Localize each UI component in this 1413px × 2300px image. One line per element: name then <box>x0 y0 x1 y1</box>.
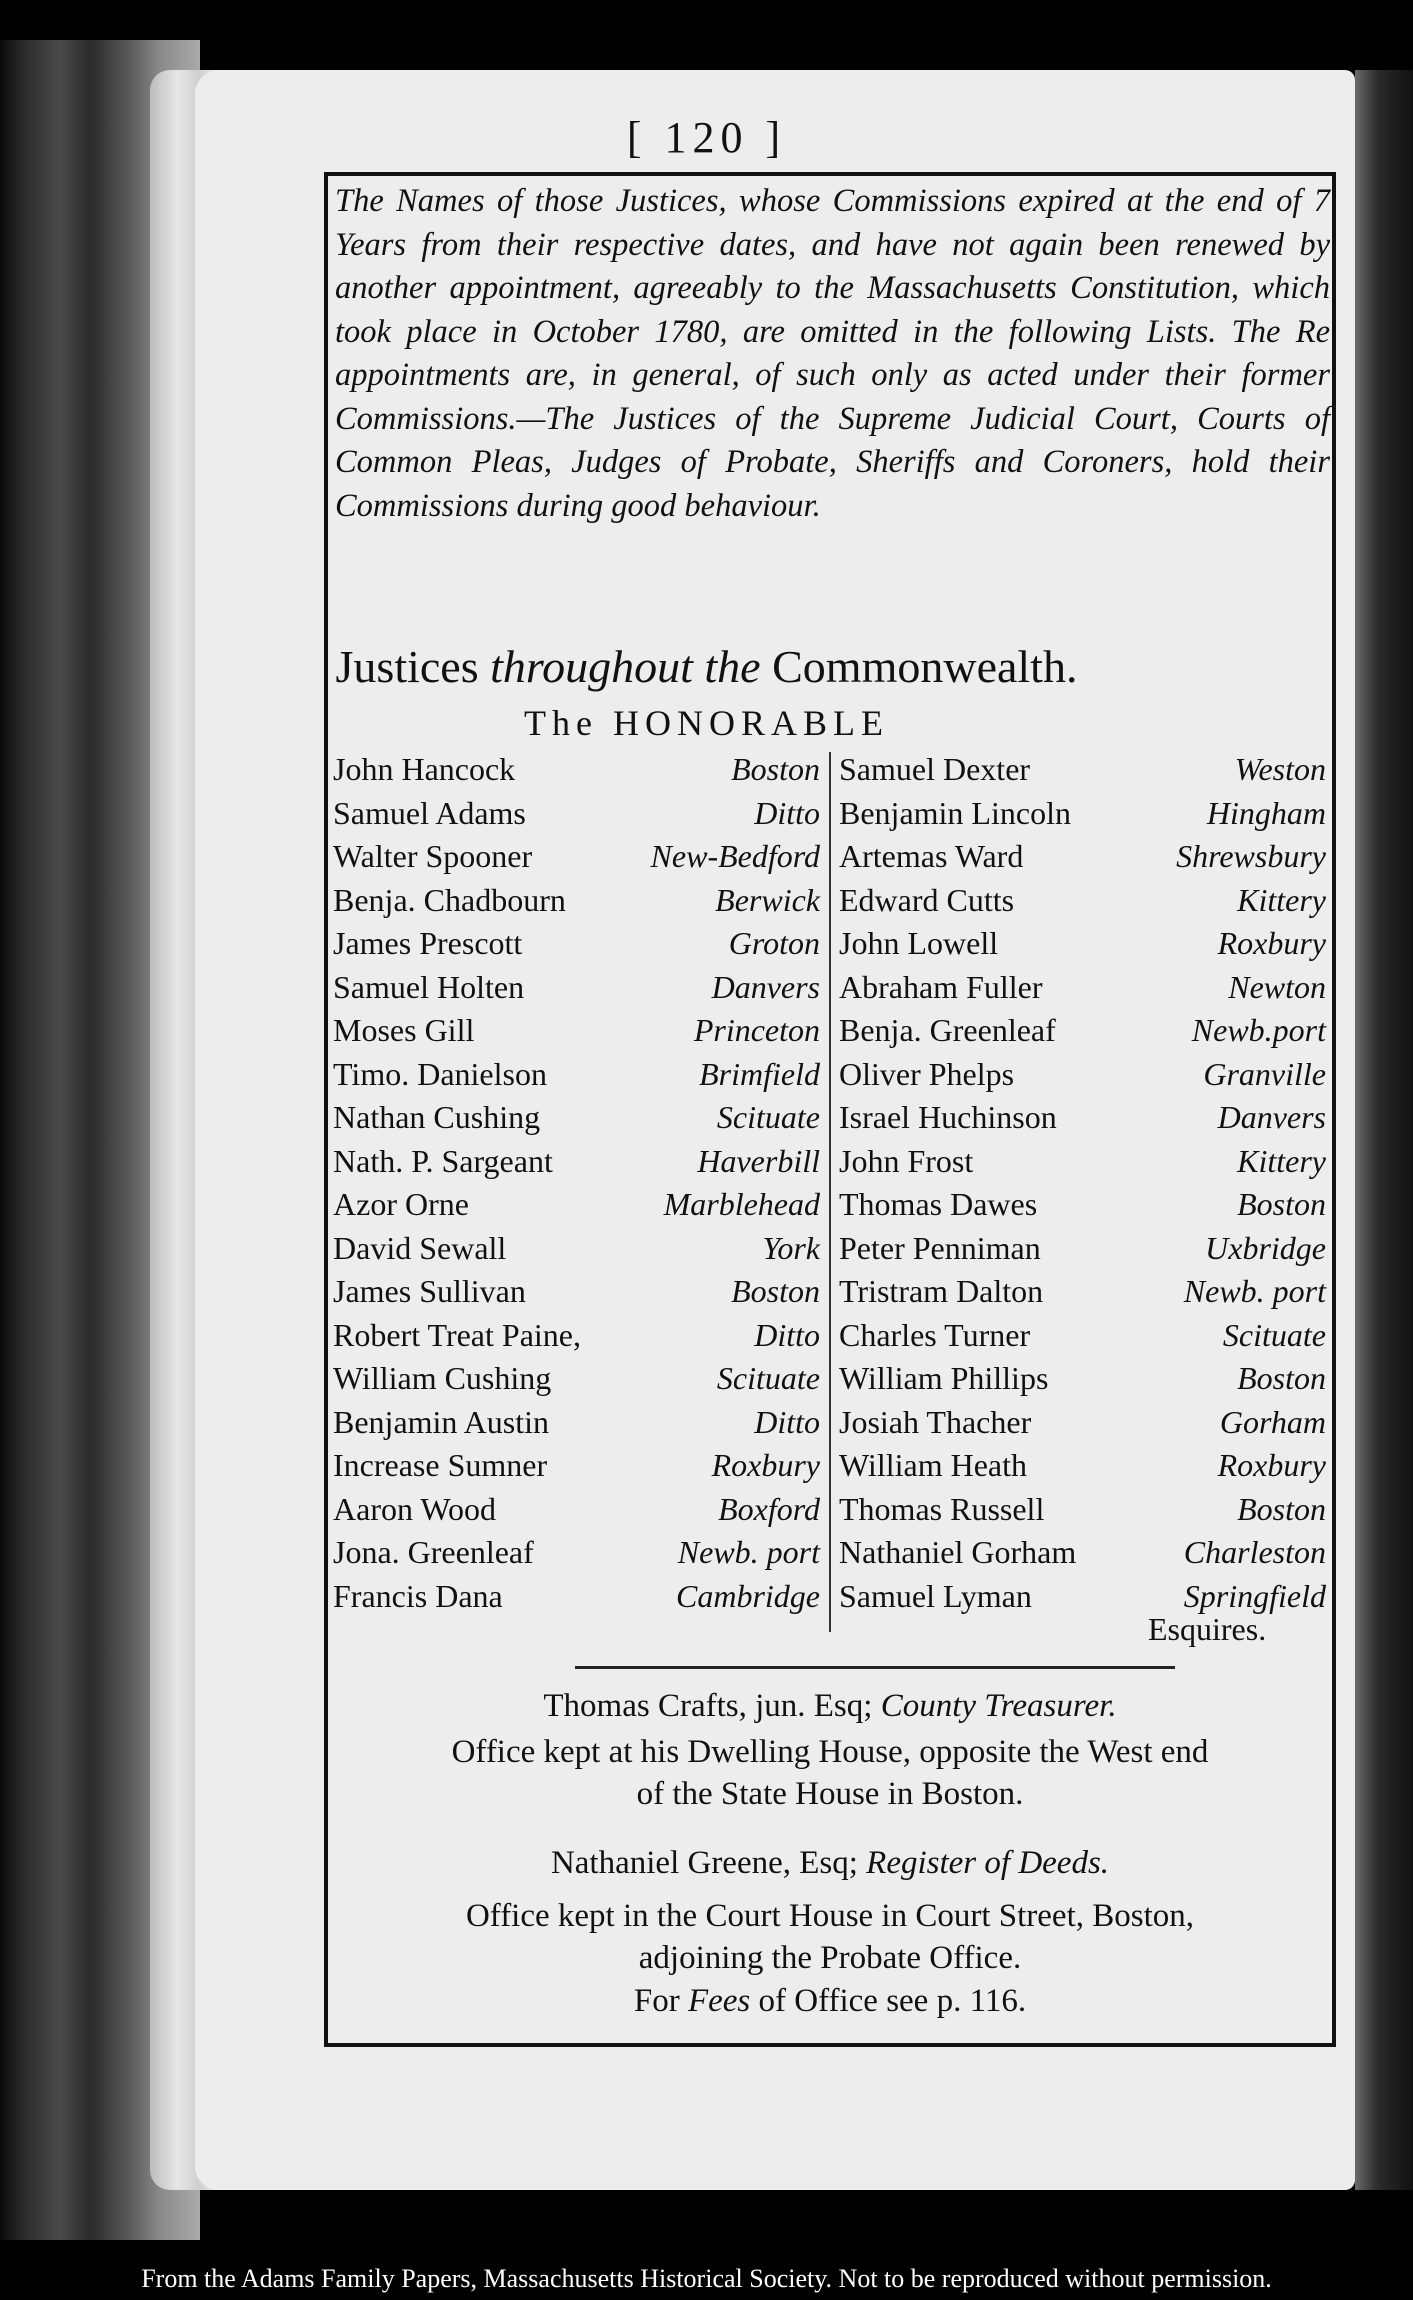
justice-name: John Hancock <box>333 751 516 787</box>
justice-row <box>333 879 820 923</box>
justice-row <box>333 1009 820 1053</box>
section-rule <box>575 1666 1175 1669</box>
register-title: Register of Deeds. <box>866 1845 1110 1881</box>
justice-name: Walter Spooner <box>333 838 533 874</box>
justice-place: Weston <box>1234 751 1326 787</box>
justice-name: John Frost <box>839 1142 974 1179</box>
register-line <box>330 1845 1330 1882</box>
justice-place: Danvers <box>1217 1099 1326 1135</box>
justice-row <box>333 1270 820 1314</box>
justice-row <box>839 1096 1326 1140</box>
justice-place: Hingham <box>1206 794 1326 831</box>
justice-row <box>839 966 1326 1010</box>
register-office-1: Office kept in the Court House in Court Street, Boston, <box>465 1898 1195 1934</box>
justice-place: Uxbridge <box>1205 1229 1326 1266</box>
justice-place: Roxbury <box>1217 1447 1326 1483</box>
justice-place: Princeton <box>693 1012 820 1048</box>
heading-part-1: Justices <box>335 641 479 692</box>
justice-place: Ditto <box>754 1403 820 1440</box>
justice-row <box>333 922 820 966</box>
justice-row <box>839 1488 1326 1532</box>
commission-notice: The Names of those Justices, whose Commissions expired at the end of 7 Years from their respective dates, and have not again been renewed by another appointment, agreeably to the Massachusetts Constitution, which took place in October 1780, are omitted in the following Lists. The Re appointments are, in general, of such only as acted under their former Commissions.—The Justices of the Supreme Judicial Court, Courts of Common Pleas, Judges of Probate, Sheriffs and Coroners, hold their Commissions during good behaviour. <box>335 183 1330 524</box>
justice-row <box>333 1357 820 1401</box>
justice-place: Danvers <box>711 968 820 1005</box>
fees-part-3: of Office see p. 116. <box>758 1983 1027 2019</box>
justice-name: Samuel Adams <box>333 794 526 831</box>
justice-place: Charleston <box>1183 1534 1326 1570</box>
justice-row <box>839 1357 1326 1401</box>
justice-row <box>839 1183 1326 1227</box>
justice-name: John Lowell <box>839 925 999 961</box>
justice-row <box>333 966 820 1010</box>
justice-row <box>839 1009 1326 1053</box>
justice-name: Samuel Holten <box>333 968 525 1005</box>
justice-row <box>333 1227 820 1271</box>
justice-name: Samuel Dexter <box>839 751 1031 787</box>
justice-place: Scituate <box>716 1099 820 1135</box>
justice-place: Brimfield <box>699 1055 820 1092</box>
justice-name: Abraham Fuller <box>839 968 1043 1005</box>
fees-note <box>330 1983 1330 2020</box>
justice-name: William Heath <box>839 1447 1027 1483</box>
justice-place: Kittery <box>1237 1142 1326 1179</box>
treasurer-line <box>330 1688 1330 1725</box>
heading-part-2: throughout <box>490 641 693 692</box>
justice-name: Aaron Wood <box>333 1490 497 1527</box>
justice-place: Boston <box>1237 1490 1326 1527</box>
register-name: Nathaniel Greene, Esq; <box>550 1845 858 1881</box>
justice-place: Roxbury <box>1217 925 1326 961</box>
treasurer-office-1: Office kept at his Dwelling House, opposite the West end <box>451 1734 1209 1770</box>
justice-row <box>333 1488 820 1532</box>
justice-place: Gorham <box>1219 1403 1326 1440</box>
justice-name: Tristram Dalton <box>839 1273 1044 1309</box>
justice-row <box>333 1096 820 1140</box>
justices-list-left <box>333 748 820 1618</box>
justice-name: Nathaniel Gorham <box>839 1534 1077 1570</box>
justice-name: Nath. P. Sargeant <box>333 1142 553 1179</box>
page-number: [ 120 ] <box>626 113 787 162</box>
justice-row <box>333 748 820 792</box>
justice-row <box>333 1444 820 1488</box>
justice-name: Nathan Cushing <box>333 1099 541 1135</box>
justice-row <box>839 922 1326 966</box>
justice-name: Thomas Russell <box>839 1490 1045 1527</box>
justice-row <box>333 1183 820 1227</box>
justice-place: Scituate <box>1222 1316 1326 1353</box>
justice-place: Springfield <box>1183 1577 1326 1614</box>
book-edge-right <box>1355 70 1413 2190</box>
justice-name: Increase Sumner <box>333 1447 548 1483</box>
treasurer-name: Thomas Crafts, jun. Esq; <box>543 1688 873 1724</box>
justice-name: Josiah Thacher <box>839 1403 1032 1440</box>
justice-name: Timo. Danielson <box>333 1055 547 1092</box>
justice-row <box>839 1053 1326 1097</box>
justice-place: Boston <box>731 1273 820 1309</box>
justice-place: Berwick <box>715 881 820 918</box>
justice-row <box>839 1531 1326 1575</box>
justice-row <box>839 1314 1326 1358</box>
justice-place: Kittery <box>1237 881 1326 918</box>
justice-name: Artemas Ward <box>839 838 1024 874</box>
justice-name: Benjamin Austin <box>333 1403 549 1440</box>
justice-name: James Prescott <box>333 925 523 961</box>
register-office-2: adjoining the Probate Office. <box>638 1940 1022 1976</box>
justice-row <box>333 1314 820 1358</box>
justice-row <box>839 1227 1326 1271</box>
justice-name: William Phillips <box>839 1360 1049 1396</box>
justice-name: Azor Orne <box>333 1186 469 1222</box>
justice-name: Benja. Greenleaf <box>839 1012 1056 1048</box>
justice-row <box>333 835 820 879</box>
justice-place: Boston <box>1237 1360 1326 1396</box>
justice-place: Marblehead <box>663 1186 820 1222</box>
justice-place: Newb. port <box>677 1534 820 1570</box>
justice-name: Charles Turner <box>839 1316 1031 1353</box>
justice-name: Benja. Chadbourn <box>333 881 566 918</box>
justice-row <box>333 1575 820 1619</box>
honorable-label: The HONORABLE <box>524 703 889 743</box>
justice-row <box>839 1140 1326 1184</box>
justice-name: Moses Gill <box>333 1012 475 1048</box>
justice-row <box>333 1053 820 1097</box>
justice-row <box>333 792 820 836</box>
justice-name: Oliver Phelps <box>839 1055 1015 1092</box>
fees-part-2: Fees <box>687 1983 751 2019</box>
treasurer-title: County Treasurer. <box>880 1688 1117 1724</box>
justice-name: Jona. Greenleaf <box>333 1534 534 1570</box>
justice-place: Shrewsbury <box>1176 838 1326 874</box>
justice-name: Edward Cutts <box>839 881 1015 918</box>
justice-place: Scituate <box>716 1360 820 1396</box>
heading-part-4: Commonwealth. <box>772 641 1078 692</box>
justice-place: Newton <box>1228 968 1326 1005</box>
justice-place: Boston <box>1237 1186 1326 1222</box>
justice-place: Boxford <box>718 1490 820 1527</box>
justice-place: Ditto <box>754 794 820 831</box>
justice-row <box>333 1140 820 1184</box>
justice-place: Boston <box>731 751 820 787</box>
justice-place: Roxbury <box>711 1447 820 1483</box>
justice-row <box>333 1401 820 1445</box>
justice-place: Newb. port <box>1183 1273 1326 1309</box>
treasurer-office-2: of the State House in Boston. <box>636 1776 1024 1812</box>
heading-part-3: the <box>704 641 761 692</box>
justice-row <box>839 1270 1326 1314</box>
justice-name: Israel Huchinson <box>839 1099 1057 1135</box>
justice-place: York <box>762 1229 820 1266</box>
justice-name: Robert Treat Paine, <box>333 1316 581 1353</box>
justice-name: David Sewall <box>333 1229 507 1266</box>
justice-name: James Sullivan <box>333 1273 526 1309</box>
justice-place: Newb.port <box>1191 1012 1326 1048</box>
justice-name: Peter Penniman <box>839 1229 1041 1266</box>
justice-row <box>839 748 1326 792</box>
justice-place: Groton <box>728 925 820 961</box>
justice-name: Benjamin Lincoln <box>839 794 1071 831</box>
justice-name: William Cushing <box>333 1360 552 1396</box>
archive-caption: From the Adams Family Papers, Massachusetts Historical Society. Not to be reproduced without permission. <box>141 2264 1272 2293</box>
justice-place: Cambridge <box>676 1577 820 1614</box>
fees-part-1: For <box>633 1983 680 2019</box>
justice-place: Ditto <box>754 1316 820 1353</box>
justice-row <box>839 792 1326 836</box>
justice-row <box>839 1444 1326 1488</box>
column-divider <box>829 752 831 1632</box>
justice-place: Haverbill <box>697 1142 820 1179</box>
justice-row <box>333 1531 820 1575</box>
justice-place: Granville <box>1203 1055 1326 1092</box>
justice-name: Samuel Lyman <box>839 1577 1032 1614</box>
justice-row <box>839 835 1326 879</box>
justice-place: New-Bedford <box>650 838 820 874</box>
esquires-label: Esquires. <box>1148 1611 1267 1647</box>
justice-row <box>839 879 1326 923</box>
justice-name: Francis Dana <box>333 1577 503 1614</box>
justice-row <box>839 1401 1326 1445</box>
justices-list-right <box>839 748 1326 1618</box>
section-heading <box>0 640 1413 693</box>
justice-name: Thomas Dawes <box>839 1186 1038 1222</box>
